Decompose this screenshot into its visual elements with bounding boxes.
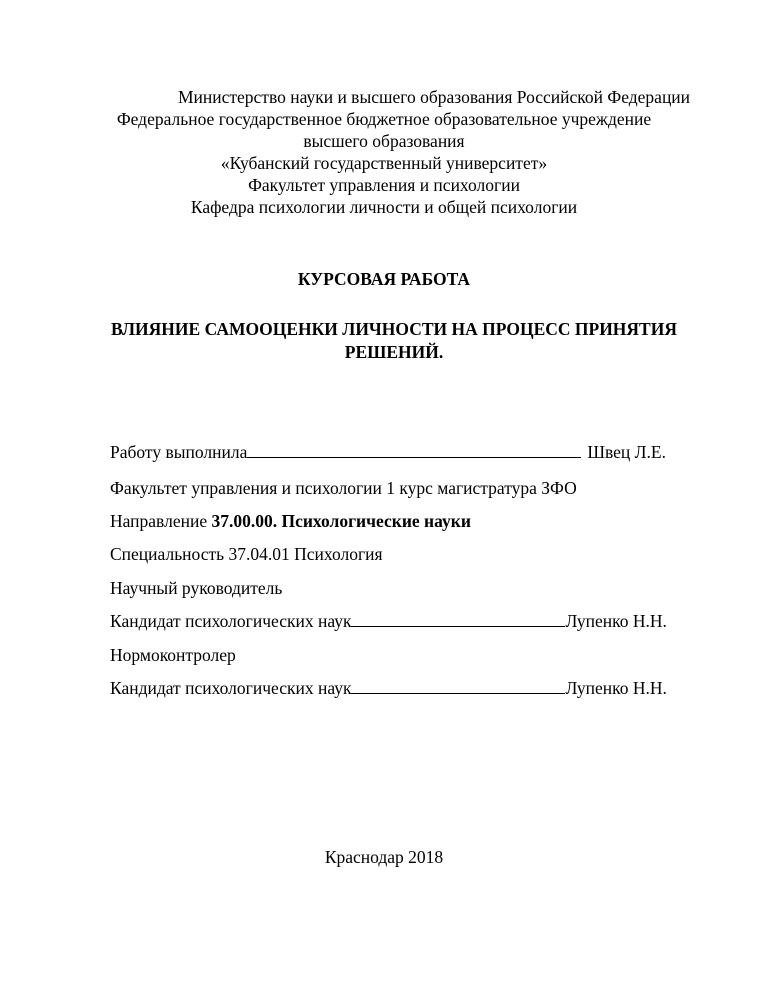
signature-line — [247, 442, 581, 458]
specialty-row: Специальность 37.04.01 Психология — [110, 544, 383, 564]
institution-line-1: Федеральное государственное бюджетное образовательное учреждение — [116, 109, 652, 129]
title-page-header — [0, 86, 768, 218]
normcontroller-name: Лупенко Н.Н. — [565, 678, 667, 698]
normcontroller-degree: Кандидат психологических наук — [110, 678, 352, 698]
work-title: ВЛИЯНИЕ САМООЦЕНКИ ЛИЧНОСТИ НА ПРОЦЕСС ПРИНЯТИЯ РЕШЕНИЙ. — [111, 319, 677, 362]
performed-by-row — [110, 441, 730, 463]
faculty-course-row: Факультет управления и психологии 1 курс магистратура ЗФО — [110, 478, 577, 498]
institution-line-2: высшего образования — [303, 131, 465, 151]
signature-line — [351, 678, 565, 694]
supervisor-degree: Кандидат психологических наук — [110, 611, 352, 631]
supervisor-label-row: Научный руководитель — [110, 578, 283, 598]
performed-by-label: Работу выполнила — [110, 442, 248, 462]
university-line: «Кубанский государственный университет» — [220, 153, 548, 173]
direction-value: 37.00.00. Психологические науки — [211, 511, 471, 531]
direction-label: Направление — [110, 511, 208, 531]
supervisor-row — [110, 610, 730, 632]
city-year: Краснодар 2018 — [324, 847, 444, 867]
supervisor-name: Лупенко Н.Н. — [565, 611, 667, 631]
ministry-line: Министерство науки и высшего образования Российской Федерации — [177, 87, 691, 107]
normcontroller-label-row: Нормоконтролер — [110, 645, 236, 665]
department-line: Кафедра психологии личности и общей психологии — [190, 197, 578, 217]
signature-line — [351, 611, 565, 627]
work-type-heading: КУРСОВАЯ РАБОТА — [297, 269, 471, 289]
direction-row — [110, 510, 730, 532]
student-name: Швец Л.Е. — [587, 442, 666, 462]
normcontroller-row — [110, 677, 730, 699]
faculty-line: Факультет управления и психологии — [248, 175, 520, 195]
